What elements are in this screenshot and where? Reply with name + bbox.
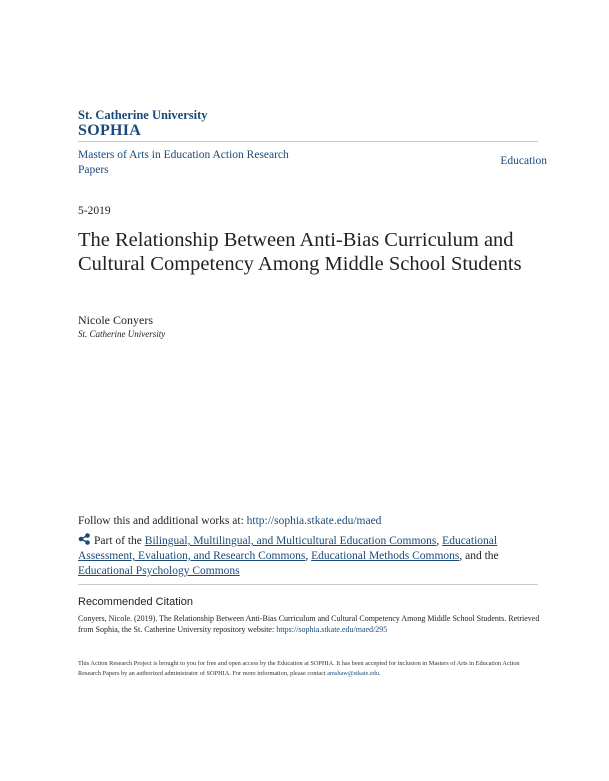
share-icon xyxy=(78,533,91,545)
divider-top xyxy=(78,141,538,142)
author-affiliation: St. Catherine University xyxy=(78,329,166,339)
publication-date: 5-2019 xyxy=(78,205,111,217)
part-of-commons xyxy=(78,533,518,579)
follow-prefix: Follow this and additional works at: xyxy=(78,515,247,527)
part-of-separator: , and the xyxy=(459,550,499,562)
author-name: Nicole Conyers xyxy=(78,313,153,327)
commons-link-assessment[interactable]: Educational Assessment, Evaluation, and Research Commons xyxy=(78,535,498,562)
paper-title: The Relationship Between Anti-Bias Curriculum and Cultural Competency Among Middle School Students xyxy=(78,229,522,275)
citation-url-link[interactable]: https://sophia.stkate.edu/maed/295 xyxy=(276,625,388,634)
repository-name[interactable]: SOPHIA xyxy=(78,122,142,139)
university-name[interactable]: St. Catherine University xyxy=(78,108,208,122)
citation-body: Conyers, Nicole. (2019). The Relationship Between Anti-Bias Curriculum and Cultural Competency Among Middle School Students. Retrieved from Sophia, the St. Catherine University repository website: xyxy=(78,614,540,634)
part-of-separator: , xyxy=(305,550,312,562)
follow-url-link[interactable]: http://sophia.stkate.edu/maed xyxy=(246,515,382,527)
access-notice-end: . xyxy=(378,669,381,677)
commons-link-methods[interactable]: Educational Methods Commons xyxy=(311,550,460,562)
divider-bottom xyxy=(78,584,538,585)
part-of-prefix: Part of the xyxy=(94,535,145,547)
contact-email-link[interactable]: amshaw@stkate.edu xyxy=(327,669,379,677)
commons-link-psychology[interactable]: Educational Psychology Commons xyxy=(78,565,240,577)
access-notice-text: This Action Research Project is brought to you for free and open access by the Education at SOPHIA. It has been accepted for inclusion in Masters of Arts in Education Action Research Papers by an authorized administrator of SOPHIA. For more information, please contact xyxy=(78,660,520,677)
follow-line xyxy=(78,515,381,527)
citation-text xyxy=(78,613,548,635)
access-notice xyxy=(78,659,538,678)
series-link[interactable]: Masters of Arts in Education Action Research Papers xyxy=(78,149,289,176)
institution-header xyxy=(78,108,208,140)
recommended-citation-heading: Recommended Citation xyxy=(78,596,193,608)
part-of-separator: , xyxy=(436,535,443,547)
department-link[interactable]: Education xyxy=(500,155,547,167)
commons-link-bilingual[interactable]: Bilingual, Multilingual, and Multicultural Education Commons xyxy=(144,535,437,547)
